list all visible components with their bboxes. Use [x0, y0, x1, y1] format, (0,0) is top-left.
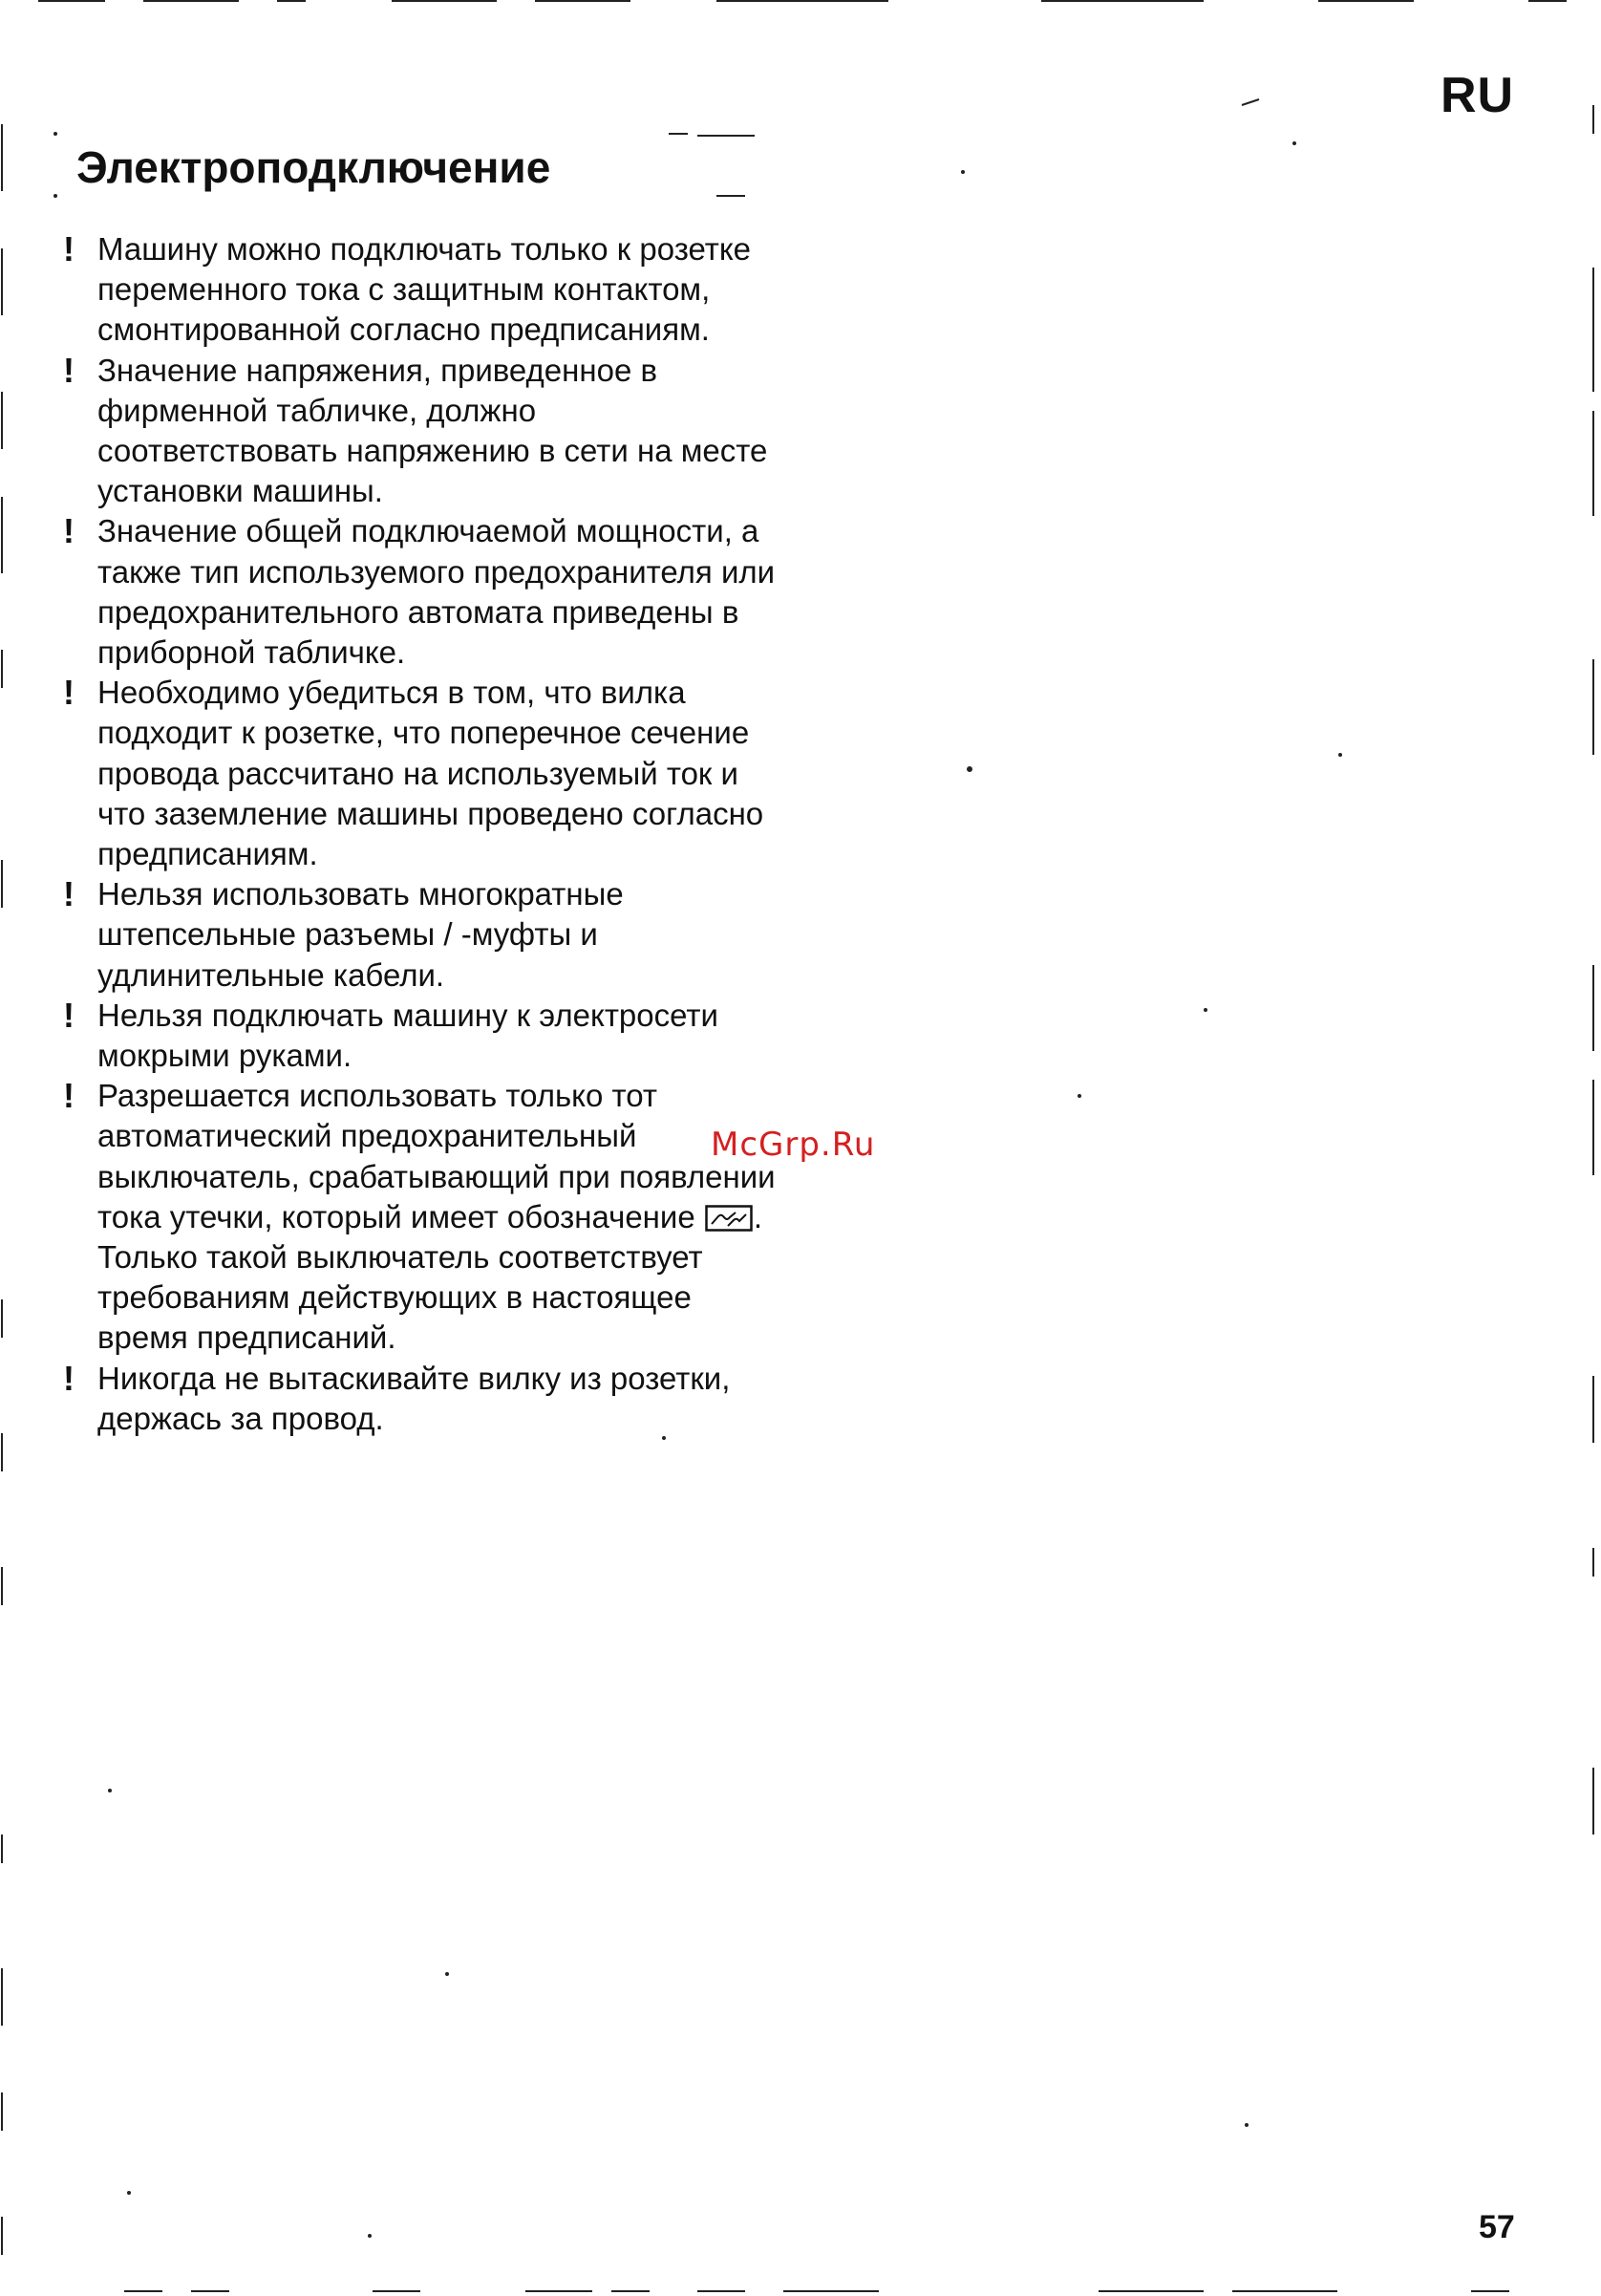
list-item	[63, 1076, 779, 1358]
list-item	[63, 229, 779, 351]
note-text: Никогда не вытаскивайте вилку из розетки, держась за провод.	[97, 1360, 731, 1436]
note-text-after-symbol: . Только такой выключатель соответствует требованиям действующих в настоящее время предписаний.	[97, 1198, 763, 1356]
list-item	[63, 1359, 779, 1439]
page-title: Электроподключение	[76, 142, 551, 192]
note-text: Нельзя подключать машину к электросети мокрыми руками.	[97, 997, 718, 1074]
note-text	[97, 1076, 779, 1358]
note-text: Машину можно подключать только к розетке переменного тока с защитным контактом, смонтированной согласно предписаниям.	[97, 231, 752, 348]
page-number: 57	[1479, 2209, 1515, 2245]
note-text: Значение общей подключаемой мощности, а также тип используемого предохранителя или предохранительного автомата приведены в приборной табличке.	[97, 513, 776, 671]
exclamation-icon: !	[63, 1358, 75, 1398]
exclamation-icon: !	[63, 511, 75, 551]
list-item	[63, 351, 779, 512]
note-text-before-symbol: Разрешается использовать только тот автоматический предохранительный выключатель, срабатывающий при появлении тока утечки, который имеет обозначение	[97, 1078, 776, 1234]
note-text: Необходимо убедиться в том, что вилка подходит к розетке, что поперечное сечение провода рассчитано на используемый ток и что заземление машины проведено согласно предписаниям.	[97, 675, 764, 872]
note-text: Нельзя использовать многократные штепсельные разъемы / -муфты и удлинительные кабели.	[97, 876, 624, 993]
list-item	[63, 996, 779, 1076]
rcd-symbol-icon	[705, 1205, 753, 1232]
exclamation-icon: !	[63, 874, 75, 914]
exclamation-icon: !	[63, 1076, 75, 1116]
list-item	[63, 673, 779, 874]
exclamation-icon: !	[63, 673, 75, 713]
exclamation-icon: !	[63, 995, 75, 1035]
watermark: McGrp.Ru	[711, 1126, 876, 1164]
exclamation-icon: !	[63, 350, 75, 390]
note-text: Значение напряжения, приведенное в фирменной табличке, должно соответствовать напряжению в сети на месте установки машины.	[97, 352, 768, 509]
list-item	[63, 874, 779, 996]
language-code: RU	[1441, 68, 1515, 123]
exclamation-icon: !	[63, 229, 75, 268]
safety-notes-list	[63, 229, 779, 1439]
list-item	[63, 511, 779, 673]
